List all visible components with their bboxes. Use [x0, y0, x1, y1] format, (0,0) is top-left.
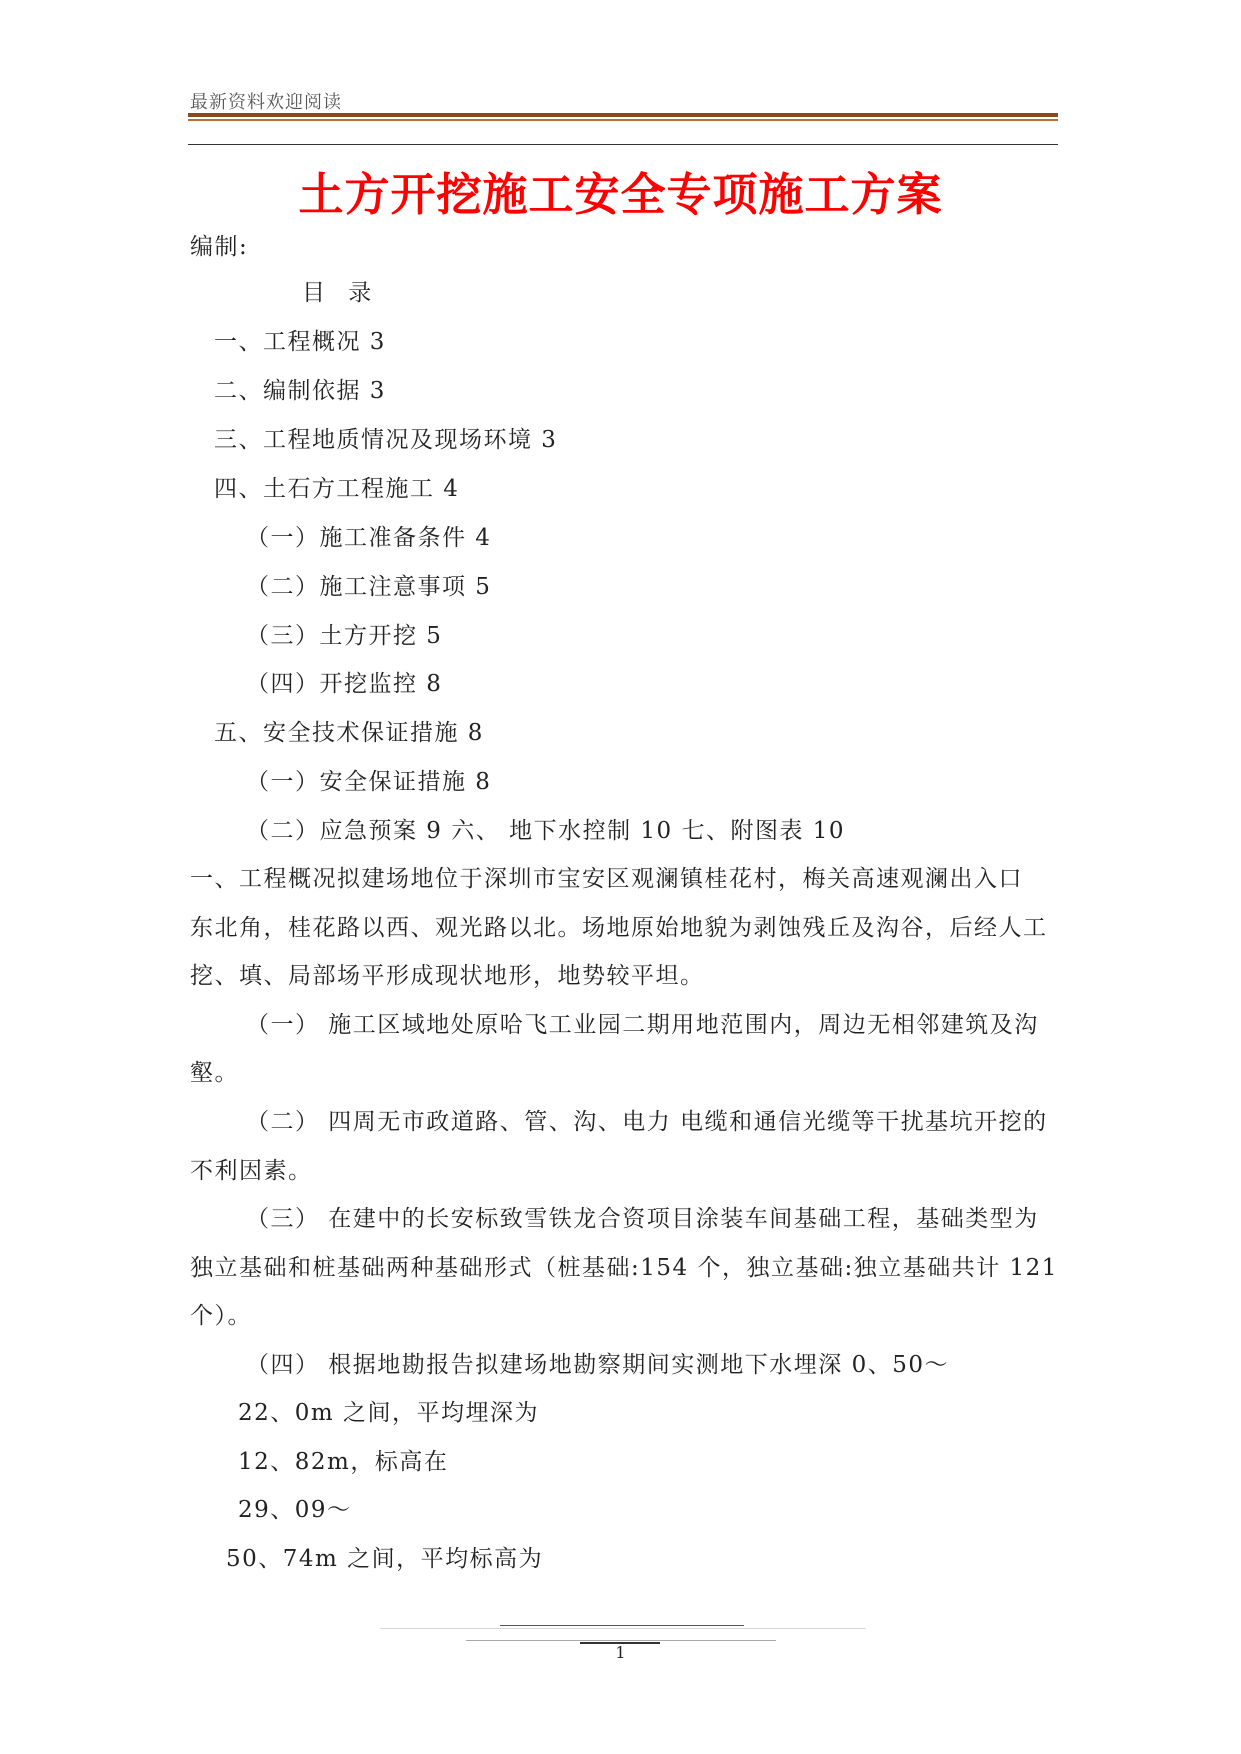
paragraph-line: 12、82m，标高在	[238, 1449, 449, 1475]
toc-item[interactable]: 四、土石方工程施工 4	[214, 476, 460, 502]
paragraph-line: 个）。	[190, 1303, 252, 1329]
toc-item[interactable]: （一）施工准备条件 4	[246, 525, 492, 551]
page-header-text: 最新资料欢迎阅读	[190, 92, 342, 113]
document-title: 土方开挖施工安全专项施工方案	[298, 168, 943, 221]
paragraph-line: （三） 在建中的长安标致雪铁龙合资项目涂装车间基础工程，基础类型为	[246, 1206, 1039, 1232]
paragraph-line: 东北角，桂花路以西、观光路以北。场地原始地貌为剥蚀残丘及沟谷，后经人工	[190, 915, 1048, 941]
page-number: 1	[615, 1643, 626, 1662]
paragraph-line: 一、工程概况拟建场地位于深圳市宝安区观澜镇桂花村，梅关高速观澜出入口	[190, 866, 1023, 892]
paragraph-line: （四） 根据地勘报告拟建场地勘察期间实测地下水埋深 0、50～	[246, 1352, 950, 1378]
toc-heading: 目 录	[302, 280, 380, 306]
paragraph-line: 29、09～	[238, 1497, 352, 1523]
toc-item[interactable]: 三、工程地质情况及现场环境 3	[214, 427, 558, 453]
paragraph-line: 挖、填、局部场平形成现状地形，地势较平坦。	[190, 963, 705, 989]
toc-item[interactable]: 二、编制依据 3	[214, 378, 386, 404]
footer-rule	[500, 1625, 744, 1626]
footer-rule	[466, 1640, 776, 1641]
toc-item[interactable]: （二）应急预案 9 六、 地下水控制 10 七、附图表 10	[246, 818, 846, 844]
header-rule-thick	[188, 113, 1058, 117]
toc-item[interactable]: 五、安全技术保证措施 8	[214, 720, 484, 746]
paragraph-line: 壑。	[190, 1060, 239, 1086]
paragraph-line: 不利因素。	[190, 1158, 313, 1184]
paragraph-line: 独立基础和桩基础两种基础形式（桩基础:154 个，独立基础:独立基础共计 121	[190, 1255, 1058, 1281]
compiler-label: 编制:	[190, 234, 249, 260]
toc-item[interactable]: （三）土方开挖 5	[246, 623, 443, 649]
footer-rule	[380, 1628, 866, 1629]
header-rule-thin	[188, 119, 1058, 121]
toc-item[interactable]: （二）施工注意事项 5	[246, 574, 492, 600]
paragraph-line: （二） 四周无市政道路、管、沟、电力 电缆和通信光缆等干扰基坑开挖的	[246, 1109, 1048, 1135]
header-rule-line	[188, 144, 1058, 145]
paragraph-line: 50、74m 之间，平均标高为	[226, 1546, 544, 1572]
toc-item[interactable]: （一）安全保证措施 8	[246, 769, 492, 795]
paragraph-line: （一） 施工区域地处原哈飞工业园二期用地范围内，周边无相邻建筑及沟	[246, 1012, 1039, 1038]
toc-item[interactable]: 一、工程概况 3	[214, 329, 386, 355]
paragraph-line: 22、0m 之间，平均埋深为	[238, 1400, 540, 1426]
toc-item[interactable]: （四）开挖监控 8	[246, 671, 443, 697]
